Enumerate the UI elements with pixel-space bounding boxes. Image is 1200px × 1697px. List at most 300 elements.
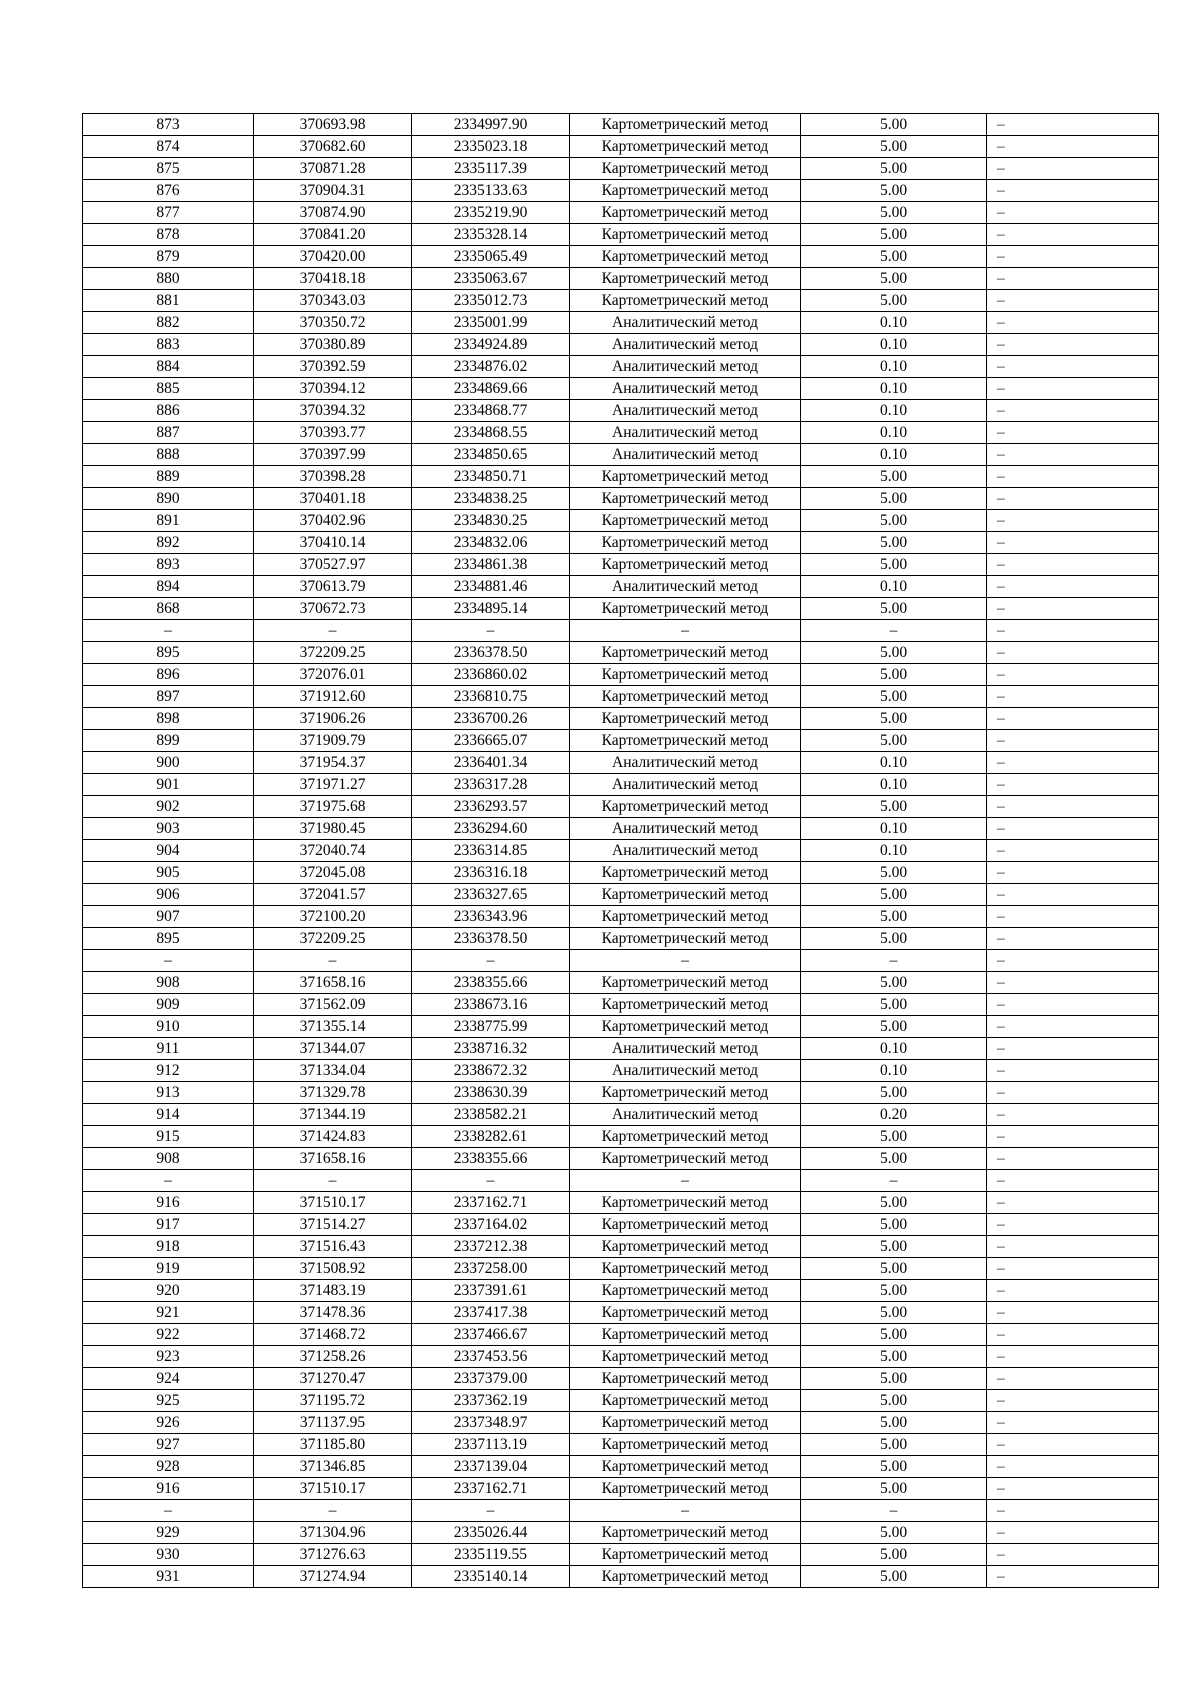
x-coordinate-cell: – xyxy=(254,620,412,642)
table-row xyxy=(83,1104,1159,1126)
point-number-cell: 885 xyxy=(83,378,254,400)
x-coordinate-cell: 370693.98 xyxy=(254,114,412,136)
y-coordinate-cell: 2336810.75 xyxy=(412,686,570,708)
x-coordinate-cell: 370874.90 xyxy=(254,202,412,224)
y-coordinate-cell: 2336316.18 xyxy=(412,862,570,884)
y-coordinate-cell: 2335023.18 xyxy=(412,136,570,158)
accuracy-cell: 0.10 xyxy=(801,378,987,400)
x-coordinate-cell: 370527.97 xyxy=(254,554,412,576)
x-coordinate-cell: 371137.95 xyxy=(254,1412,412,1434)
y-coordinate-cell: 2338672.32 xyxy=(412,1060,570,1082)
method-cell: Аналитический метод xyxy=(570,840,801,862)
y-coordinate-cell: 2334832.06 xyxy=(412,532,570,554)
description-cell: – xyxy=(987,488,1159,510)
y-coordinate-cell: 2338775.99 xyxy=(412,1016,570,1038)
x-coordinate-cell: 370392.59 xyxy=(254,356,412,378)
x-coordinate-cell: 370410.14 xyxy=(254,532,412,554)
accuracy-cell: 5.00 xyxy=(801,466,987,488)
description-cell: – xyxy=(987,378,1159,400)
description-cell: – xyxy=(987,752,1159,774)
description-cell: – xyxy=(987,510,1159,532)
description-cell: – xyxy=(987,1082,1159,1104)
x-coordinate-cell: 371510.17 xyxy=(254,1192,412,1214)
point-number-cell: 877 xyxy=(83,202,254,224)
point-number-cell: 905 xyxy=(83,862,254,884)
method-cell: Аналитический метод xyxy=(570,356,801,378)
point-number-cell: 895 xyxy=(83,928,254,950)
accuracy-cell: 5.00 xyxy=(801,1016,987,1038)
point-number-cell: 930 xyxy=(83,1544,254,1566)
accuracy-cell: – xyxy=(801,950,987,972)
accuracy-cell: 5.00 xyxy=(801,686,987,708)
description-cell: – xyxy=(987,1522,1159,1544)
accuracy-cell: 0.10 xyxy=(801,356,987,378)
point-number-cell: 908 xyxy=(83,972,254,994)
point-number-cell: 888 xyxy=(83,444,254,466)
y-coordinate-cell: 2336378.50 xyxy=(412,642,570,664)
description-cell: – xyxy=(987,1214,1159,1236)
point-number-cell: – xyxy=(83,1500,254,1522)
table-row xyxy=(83,1324,1159,1346)
x-coordinate-cell: 370418.18 xyxy=(254,268,412,290)
method-cell: Картометрический метод xyxy=(570,928,801,950)
x-coordinate-cell: 371258.26 xyxy=(254,1346,412,1368)
method-cell: Картометрический метод xyxy=(570,1478,801,1500)
coordinates-table-body xyxy=(83,114,1159,1588)
x-coordinate-cell: 371344.19 xyxy=(254,1104,412,1126)
point-number-cell: 881 xyxy=(83,290,254,312)
y-coordinate-cell: 2337417.38 xyxy=(412,1302,570,1324)
accuracy-cell: 5.00 xyxy=(801,1544,987,1566)
y-coordinate-cell: 2335117.39 xyxy=(412,158,570,180)
x-coordinate-cell: 370343.03 xyxy=(254,290,412,312)
description-cell: – xyxy=(987,1060,1159,1082)
description-cell: – xyxy=(987,620,1159,642)
accuracy-cell: 0.20 xyxy=(801,1104,987,1126)
y-coordinate-cell: 2338716.32 xyxy=(412,1038,570,1060)
description-cell: – xyxy=(987,906,1159,928)
description-cell: – xyxy=(987,708,1159,730)
point-number-cell: 916 xyxy=(83,1192,254,1214)
point-number-cell: 919 xyxy=(83,1258,254,1280)
accuracy-cell: 5.00 xyxy=(801,136,987,158)
table-row xyxy=(83,1390,1159,1412)
accuracy-cell: 5.00 xyxy=(801,510,987,532)
table-row xyxy=(83,378,1159,400)
point-number-cell: 883 xyxy=(83,334,254,356)
y-coordinate-cell: 2337212.38 xyxy=(412,1236,570,1258)
x-coordinate-cell: 370402.96 xyxy=(254,510,412,532)
y-coordinate-cell: 2336343.96 xyxy=(412,906,570,928)
y-coordinate-cell: 2336860.02 xyxy=(412,664,570,686)
accuracy-cell: 5.00 xyxy=(801,1346,987,1368)
accuracy-cell: 0.10 xyxy=(801,774,987,796)
y-coordinate-cell: 2335012.73 xyxy=(412,290,570,312)
method-cell: Аналитический метод xyxy=(570,422,801,444)
x-coordinate-cell: 370393.77 xyxy=(254,422,412,444)
accuracy-cell: 0.10 xyxy=(801,1060,987,1082)
description-cell: – xyxy=(987,422,1159,444)
y-coordinate-cell: 2334895.14 xyxy=(412,598,570,620)
y-coordinate-cell: 2337162.71 xyxy=(412,1478,570,1500)
description-cell: – xyxy=(987,114,1159,136)
y-coordinate-cell: – xyxy=(412,1170,570,1192)
method-cell: Картометрический метод xyxy=(570,1368,801,1390)
y-coordinate-cell: 2334924.89 xyxy=(412,334,570,356)
x-coordinate-cell: 371975.68 xyxy=(254,796,412,818)
point-number-cell: 893 xyxy=(83,554,254,576)
table-row xyxy=(83,1544,1159,1566)
accuracy-cell: 5.00 xyxy=(801,928,987,950)
method-cell: Картометрический метод xyxy=(570,290,801,312)
description-cell: – xyxy=(987,598,1159,620)
point-number-cell: 926 xyxy=(83,1412,254,1434)
x-coordinate-cell: 371185.80 xyxy=(254,1434,412,1456)
point-number-cell: 874 xyxy=(83,136,254,158)
x-coordinate-cell: 371971.27 xyxy=(254,774,412,796)
description-cell: – xyxy=(987,686,1159,708)
method-cell: Аналитический метод xyxy=(570,312,801,334)
x-coordinate-cell: 372040.74 xyxy=(254,840,412,862)
accuracy-cell: 5.00 xyxy=(801,290,987,312)
accuracy-cell: 0.10 xyxy=(801,400,987,422)
table-row xyxy=(83,906,1159,928)
method-cell: Картометрический метод xyxy=(570,1192,801,1214)
accuracy-cell: 5.00 xyxy=(801,180,987,202)
description-cell: – xyxy=(987,796,1159,818)
point-number-cell: 924 xyxy=(83,1368,254,1390)
point-number-cell: 922 xyxy=(83,1324,254,1346)
point-number-cell: 879 xyxy=(83,246,254,268)
table-row xyxy=(83,1346,1159,1368)
point-number-cell: 917 xyxy=(83,1214,254,1236)
description-cell: – xyxy=(987,1302,1159,1324)
accuracy-cell: 5.00 xyxy=(801,708,987,730)
x-coordinate-cell: – xyxy=(254,1500,412,1522)
x-coordinate-cell: 372045.08 xyxy=(254,862,412,884)
description-cell: – xyxy=(987,994,1159,1016)
description-cell: – xyxy=(987,1236,1159,1258)
method-cell: Картометрический метод xyxy=(570,1544,801,1566)
description-cell: – xyxy=(987,532,1159,554)
y-coordinate-cell: 2337362.19 xyxy=(412,1390,570,1412)
point-number-cell: 921 xyxy=(83,1302,254,1324)
table-row xyxy=(83,1302,1159,1324)
accuracy-cell: 5.00 xyxy=(801,158,987,180)
point-number-cell: 916 xyxy=(83,1478,254,1500)
y-coordinate-cell: 2336700.26 xyxy=(412,708,570,730)
table-row xyxy=(83,466,1159,488)
table-row xyxy=(83,1500,1159,1522)
x-coordinate-cell: 370398.28 xyxy=(254,466,412,488)
accuracy-cell: 0.10 xyxy=(801,818,987,840)
method-cell: Картометрический метод xyxy=(570,796,801,818)
table-row xyxy=(83,620,1159,642)
method-cell: Картометрический метод xyxy=(570,488,801,510)
point-number-cell: 910 xyxy=(83,1016,254,1038)
accuracy-cell: – xyxy=(801,1170,987,1192)
description-cell: – xyxy=(987,1478,1159,1500)
description-cell: – xyxy=(987,1544,1159,1566)
description-cell: – xyxy=(987,840,1159,862)
point-number-cell: 868 xyxy=(83,598,254,620)
accuracy-cell: 5.00 xyxy=(801,1192,987,1214)
description-cell: – xyxy=(987,202,1159,224)
table-row xyxy=(83,1170,1159,1192)
method-cell: Картометрический метод xyxy=(570,862,801,884)
table-row xyxy=(83,180,1159,202)
description-cell: – xyxy=(987,1500,1159,1522)
y-coordinate-cell: 2335140.14 xyxy=(412,1566,570,1588)
table-row xyxy=(83,1148,1159,1170)
table-row xyxy=(83,268,1159,290)
accuracy-cell: 5.00 xyxy=(801,1368,987,1390)
point-number-cell: 918 xyxy=(83,1236,254,1258)
accuracy-cell: 5.00 xyxy=(801,664,987,686)
point-number-cell: 911 xyxy=(83,1038,254,1060)
accuracy-cell: 5.00 xyxy=(801,202,987,224)
method-cell: Картометрический метод xyxy=(570,598,801,620)
table-row xyxy=(83,1566,1159,1588)
x-coordinate-cell: 370380.89 xyxy=(254,334,412,356)
table-row xyxy=(83,158,1159,180)
table-row xyxy=(83,708,1159,730)
x-coordinate-cell: 370420.00 xyxy=(254,246,412,268)
method-cell: Картометрический метод xyxy=(570,730,801,752)
description-cell: – xyxy=(987,444,1159,466)
description-cell: – xyxy=(987,1148,1159,1170)
accuracy-cell: 5.00 xyxy=(801,554,987,576)
y-coordinate-cell: 2337113.19 xyxy=(412,1434,570,1456)
method-cell: Картометрический метод xyxy=(570,1522,801,1544)
point-number-cell: 925 xyxy=(83,1390,254,1412)
accuracy-cell: 5.00 xyxy=(801,730,987,752)
x-coordinate-cell: 371483.19 xyxy=(254,1280,412,1302)
table-row xyxy=(83,136,1159,158)
point-number-cell: – xyxy=(83,620,254,642)
method-cell: Картометрический метод xyxy=(570,532,801,554)
x-coordinate-cell: 371912.60 xyxy=(254,686,412,708)
y-coordinate-cell: 2336293.57 xyxy=(412,796,570,818)
table-row xyxy=(83,1280,1159,1302)
description-cell: – xyxy=(987,972,1159,994)
table-row xyxy=(83,840,1159,862)
description-cell: – xyxy=(987,224,1159,246)
y-coordinate-cell: 2334830.25 xyxy=(412,510,570,532)
point-number-cell: 907 xyxy=(83,906,254,928)
table-row xyxy=(83,224,1159,246)
description-cell: – xyxy=(987,466,1159,488)
point-number-cell: 876 xyxy=(83,180,254,202)
description-cell: – xyxy=(987,554,1159,576)
description-cell: – xyxy=(987,400,1159,422)
table-row xyxy=(83,400,1159,422)
point-number-cell: 895 xyxy=(83,642,254,664)
description-cell: – xyxy=(987,1390,1159,1412)
method-cell: Аналитический метод xyxy=(570,576,801,598)
accuracy-cell: 5.00 xyxy=(801,906,987,928)
point-number-cell: 902 xyxy=(83,796,254,818)
accuracy-cell: 5.00 xyxy=(801,532,987,554)
table-row xyxy=(83,818,1159,840)
point-number-cell: 886 xyxy=(83,400,254,422)
point-number-cell: 931 xyxy=(83,1566,254,1588)
accuracy-cell: – xyxy=(801,620,987,642)
point-number-cell: 912 xyxy=(83,1060,254,1082)
method-cell: Аналитический метод xyxy=(570,378,801,400)
y-coordinate-cell: 2334869.66 xyxy=(412,378,570,400)
description-cell: – xyxy=(987,928,1159,950)
point-number-cell: 873 xyxy=(83,114,254,136)
description-cell: – xyxy=(987,1258,1159,1280)
description-cell: – xyxy=(987,950,1159,972)
y-coordinate-cell: – xyxy=(412,1500,570,1522)
x-coordinate-cell: 371468.72 xyxy=(254,1324,412,1346)
table-row xyxy=(83,752,1159,774)
table-row xyxy=(83,1236,1159,1258)
accuracy-cell: 5.00 xyxy=(801,1478,987,1500)
accuracy-cell: 5.00 xyxy=(801,862,987,884)
description-cell: – xyxy=(987,1016,1159,1038)
accuracy-cell: 0.10 xyxy=(801,334,987,356)
x-coordinate-cell: 370397.99 xyxy=(254,444,412,466)
accuracy-cell: 0.10 xyxy=(801,576,987,598)
accuracy-cell: 5.00 xyxy=(801,1236,987,1258)
x-coordinate-cell: 371909.79 xyxy=(254,730,412,752)
x-coordinate-cell: 371516.43 xyxy=(254,1236,412,1258)
method-cell: Картометрический метод xyxy=(570,1082,801,1104)
method-cell: Картометрический метод xyxy=(570,1566,801,1588)
x-coordinate-cell: 371478.36 xyxy=(254,1302,412,1324)
description-cell: – xyxy=(987,1368,1159,1390)
method-cell: Картометрический метод xyxy=(570,224,801,246)
x-coordinate-cell: 371274.94 xyxy=(254,1566,412,1588)
accuracy-cell: 5.00 xyxy=(801,1280,987,1302)
method-cell: Картометрический метод xyxy=(570,510,801,532)
method-cell: Аналитический метод xyxy=(570,1038,801,1060)
method-cell: Картометрический метод xyxy=(570,1346,801,1368)
description-cell: – xyxy=(987,774,1159,796)
y-coordinate-cell: 2338673.16 xyxy=(412,994,570,1016)
accuracy-cell: 0.10 xyxy=(801,444,987,466)
table-row xyxy=(83,488,1159,510)
description-cell: – xyxy=(987,136,1159,158)
point-number-cell: 913 xyxy=(83,1082,254,1104)
accuracy-cell: 5.00 xyxy=(801,1126,987,1148)
method-cell: Аналитический метод xyxy=(570,774,801,796)
description-cell: – xyxy=(987,1566,1159,1588)
x-coordinate-cell: 371510.17 xyxy=(254,1478,412,1500)
table-row xyxy=(83,1214,1159,1236)
description-cell: – xyxy=(987,356,1159,378)
point-number-cell: 898 xyxy=(83,708,254,730)
accuracy-cell: 5.00 xyxy=(801,1434,987,1456)
table-row xyxy=(83,114,1159,136)
y-coordinate-cell: 2337164.02 xyxy=(412,1214,570,1236)
table-row xyxy=(83,356,1159,378)
y-coordinate-cell: – xyxy=(412,950,570,972)
point-number-cell: 887 xyxy=(83,422,254,444)
point-number-cell: 908 xyxy=(83,1148,254,1170)
y-coordinate-cell: 2335001.99 xyxy=(412,312,570,334)
x-coordinate-cell: 370401.18 xyxy=(254,488,412,510)
accuracy-cell: 5.00 xyxy=(801,1214,987,1236)
description-cell: – xyxy=(987,1192,1159,1214)
method-cell: Картометрический метод xyxy=(570,1324,801,1346)
description-cell: – xyxy=(987,1104,1159,1126)
y-coordinate-cell: 2336314.85 xyxy=(412,840,570,862)
method-cell: Аналитический метод xyxy=(570,444,801,466)
x-coordinate-cell: 372209.25 xyxy=(254,642,412,664)
point-number-cell: 896 xyxy=(83,664,254,686)
accuracy-cell: 5.00 xyxy=(801,1082,987,1104)
accuracy-cell: 5.00 xyxy=(801,1412,987,1434)
table-row xyxy=(83,994,1159,1016)
accuracy-cell: 5.00 xyxy=(801,884,987,906)
table-row xyxy=(83,796,1159,818)
table-row xyxy=(83,1456,1159,1478)
x-coordinate-cell: 371562.09 xyxy=(254,994,412,1016)
method-cell: Картометрический метод xyxy=(570,554,801,576)
table-row xyxy=(83,1258,1159,1280)
table-row xyxy=(83,1412,1159,1434)
y-coordinate-cell: 2334838.25 xyxy=(412,488,570,510)
description-cell: – xyxy=(987,1324,1159,1346)
table-row xyxy=(83,422,1159,444)
description-cell: – xyxy=(987,1456,1159,1478)
method-cell: Картометрический метод xyxy=(570,1126,801,1148)
method-cell: Картометрический метод xyxy=(570,202,801,224)
method-cell: Картометрический метод xyxy=(570,906,801,928)
method-cell: Аналитический метод xyxy=(570,334,801,356)
description-cell: – xyxy=(987,818,1159,840)
method-cell: Картометрический метод xyxy=(570,1390,801,1412)
accuracy-cell: 5.00 xyxy=(801,488,987,510)
x-coordinate-cell: 371195.72 xyxy=(254,1390,412,1412)
table-row xyxy=(83,1434,1159,1456)
y-coordinate-cell: 2337348.97 xyxy=(412,1412,570,1434)
x-coordinate-cell: 371329.78 xyxy=(254,1082,412,1104)
x-coordinate-cell: 370904.31 xyxy=(254,180,412,202)
method-cell: – xyxy=(570,1170,801,1192)
method-cell: Картометрический метод xyxy=(570,994,801,1016)
y-coordinate-cell: 2338355.66 xyxy=(412,1148,570,1170)
accuracy-cell: 0.10 xyxy=(801,840,987,862)
method-cell: Аналитический метод xyxy=(570,1060,801,1082)
table-row xyxy=(83,774,1159,796)
accuracy-cell: 5.00 xyxy=(801,598,987,620)
point-number-cell: 903 xyxy=(83,818,254,840)
table-row xyxy=(83,532,1159,554)
method-cell: Картометрический метод xyxy=(570,884,801,906)
point-number-cell: 897 xyxy=(83,686,254,708)
method-cell: Картометрический метод xyxy=(570,1258,801,1280)
y-coordinate-cell: 2336401.34 xyxy=(412,752,570,774)
description-cell: – xyxy=(987,1170,1159,1192)
x-coordinate-cell: 370672.73 xyxy=(254,598,412,620)
table-row xyxy=(83,1126,1159,1148)
x-coordinate-cell: 370871.28 xyxy=(254,158,412,180)
point-number-cell: 904 xyxy=(83,840,254,862)
accuracy-cell: 5.00 xyxy=(801,1522,987,1544)
point-number-cell: 882 xyxy=(83,312,254,334)
method-cell: Картометрический метод xyxy=(570,1434,801,1456)
description-cell: – xyxy=(987,862,1159,884)
y-coordinate-cell: 2337139.04 xyxy=(412,1456,570,1478)
x-coordinate-cell: 372076.01 xyxy=(254,664,412,686)
y-coordinate-cell: 2335219.90 xyxy=(412,202,570,224)
point-number-cell: 875 xyxy=(83,158,254,180)
